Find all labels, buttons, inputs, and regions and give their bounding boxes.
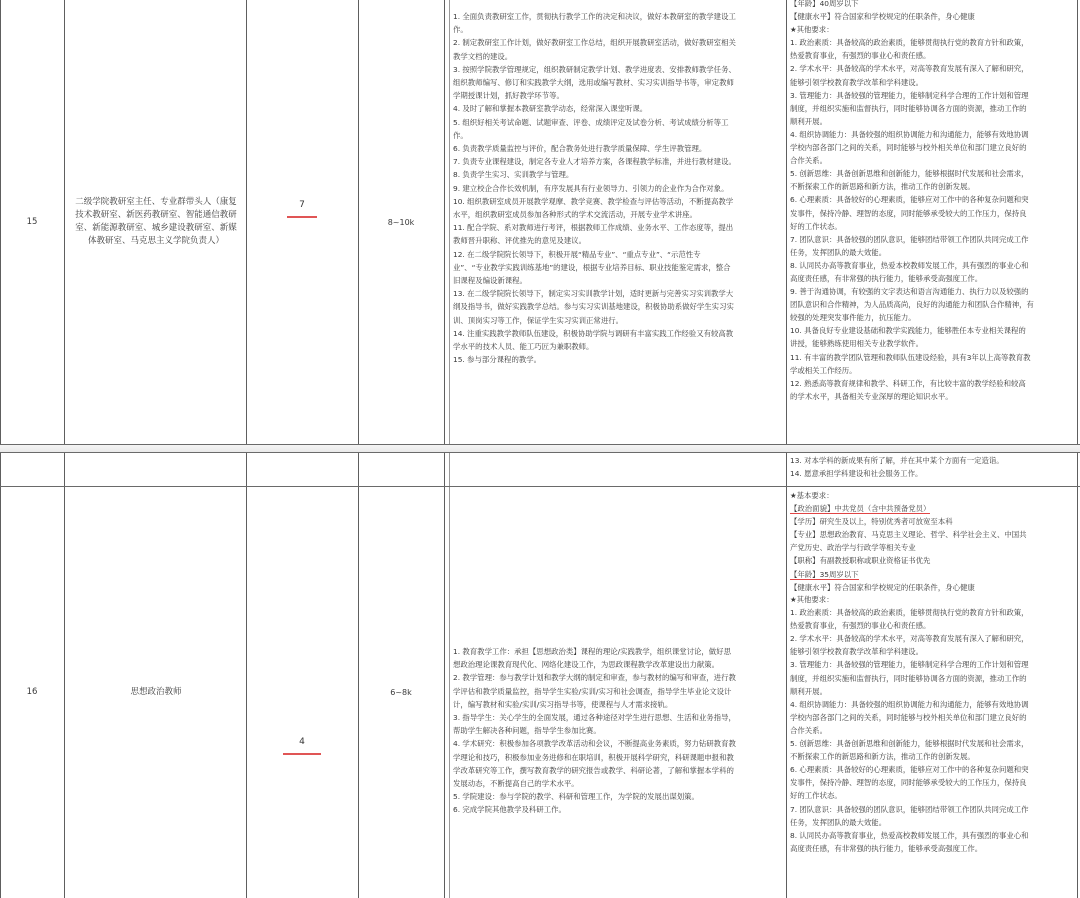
basic-header: ★基本要求： bbox=[790, 491, 834, 500]
duty-line: 7. 负责专业课程建设，制定各专业人才培养方案，各课程教学标准，并进行教材建设。 bbox=[453, 157, 736, 167]
duty-line: 1. 教育教学工作：承担【思想政治类】课程的理论/实践教学，组织课堂讨论，做好思 bbox=[453, 647, 731, 656]
duty-line: 计，编写教材和实验/实训/实习指导书等，使课程与人才需求接轨。 bbox=[453, 699, 673, 709]
age-requirement: 【年龄】35周岁以下 bbox=[790, 569, 859, 579]
row-border bbox=[0, 444, 1080, 445]
requirement-line: 10. 具备良好专业建设基础和教学实践能力，能够胜任本专业相关课程的 bbox=[790, 326, 1026, 336]
requirement-line: 6. 心理素质：具备较好的心理素质，能够应对工作中的各种复杂问题和突 bbox=[790, 765, 1029, 775]
major-requirement-cont: 产党历史、政治学与行政学等相关专业 bbox=[790, 543, 916, 553]
requirement-line: 不断探索工作的新思路和新方法，推动工作的创新发展。 bbox=[790, 182, 975, 192]
requirement-line: 发事件，保持冷静、理智的态度，同时能够承受较大的工作压力，保持良 bbox=[790, 208, 1027, 218]
basic-requirements bbox=[790, 489, 1027, 594]
duty-line: 作。 bbox=[453, 130, 468, 140]
salary: 6~8k bbox=[390, 687, 412, 697]
position-title: 思想政治教师 bbox=[130, 686, 182, 697]
duty-line: 4. 及时了解和掌握本教研室教学动态，经常深入课堂听课。 bbox=[453, 104, 648, 114]
requirement-line: 合作关系。 bbox=[790, 725, 827, 735]
requirement-line: 3. 管理能力：具备较强的管理能力，能够制定科学合理的工作计划和管理 bbox=[790, 90, 1029, 100]
row-border bbox=[0, 452, 1080, 453]
duty-line: 8. 负责学生实习、实训教学与管理。 bbox=[453, 170, 574, 180]
requirement-line: 14. 愿意承担学科建设和社会服务工作。 bbox=[790, 469, 923, 479]
requirements-list bbox=[790, 0, 1034, 403]
requirement-line: ★其他要求： bbox=[790, 25, 834, 35]
duty-line: 旧课程及编设新课程。 bbox=[453, 276, 527, 286]
requirement-line: 学校内部各部门之间的关系，同时能够与校外相关单位和部门建立良好的 bbox=[790, 143, 1027, 153]
requirement-line: 热爱教育事业，有强烈的事业心和责任感。 bbox=[790, 51, 931, 61]
row-number: 16 bbox=[26, 686, 38, 697]
requirement-line: 制度，并组织实施和监督执行，同时能够协调各方面的资源，推动工作的 bbox=[790, 673, 1027, 683]
headcount-cell bbox=[246, 200, 358, 218]
requirement-line: 学或相关工作经历。 bbox=[790, 365, 857, 375]
requirement-line: 7. 团队意识：具备较强的团队意识，能够团结带领工作团队共同完成工作 bbox=[790, 804, 1029, 814]
requirement-line: 9. 善于沟通协调，有较强的文字表达和语言沟通能力、执行力以及较强的 bbox=[790, 287, 1029, 297]
duties-list bbox=[453, 645, 736, 817]
requirement-line: 能够引领学校教育教学改革和学科建设。 bbox=[790, 647, 924, 657]
headcount: 7 bbox=[299, 200, 305, 210]
screenshot-seam bbox=[0, 444, 1080, 452]
duty-line: 学理论和技巧，积极参加业务进修和在职培训，积极开展科学研究，科研课题申报和教 bbox=[453, 752, 734, 762]
duty-line: 4. 学术研究：积极参加各项教学改革活动和会议，不断提高业务素质，努力钻研教育教 bbox=[453, 739, 736, 749]
requirement-line: 任务，发挥团队的最大效能。 bbox=[790, 817, 887, 827]
requirement-line: 3. 管理能力：具备较强的管理能力，能够制定科学合理的工作计划和管理 bbox=[790, 660, 1029, 670]
requirement-line: 较强的处理突发事件能力，抗压能力。 bbox=[790, 313, 916, 323]
requirement-line: 2. 学术水平：具备较高的学术水平，对高等教育发展有深入了解和研究， bbox=[790, 64, 1029, 74]
requirement-line: 1. 政治素质：具备较高的政治素质，能够贯彻执行党的教育方针和政策， bbox=[790, 608, 1029, 618]
red-underline bbox=[287, 216, 317, 218]
duty-line: 想政治理论课教育现代化、网络化建设工作，为思政课程教学改革建设出力献策。 bbox=[453, 660, 720, 670]
requirement-line: 讲授，能够熟练使用相关专业教学软件。 bbox=[790, 339, 924, 349]
duty-line: 3. 指导学生：关心学生的全面发展，通过各种途径对学生进行思想、生活和业务指导， bbox=[453, 713, 736, 723]
duty-line: 作。 bbox=[453, 25, 468, 35]
duty-line: 1. 全面负责教研室工作，贯彻执行教学工作的决定和决议，做好本教研室的教学建设工 bbox=[453, 12, 736, 21]
requirement-line: 能够引领学校教育教学改革和学科建设。 bbox=[790, 77, 924, 87]
requirement-line: 高度责任感，有非常强的执行能力，能够承受高强度工作。 bbox=[790, 843, 983, 853]
duty-line: 学期授课计划，抓好教学环节等。 bbox=[453, 91, 564, 101]
duty-line: 15. 参与部分课程的教学。 bbox=[453, 355, 542, 365]
requirement-line: 顺利开展。 bbox=[790, 686, 827, 696]
education-requirement: 【学历】研究生及以上，特别优秀者可放宽至本科 bbox=[790, 517, 953, 527]
title-requirement: 【职称】有副教授职称或职业资格证书优先 bbox=[790, 556, 931, 566]
duty-line: 2. 教学管理：参与教学计划和教学大纲的制定和审查，参与教材的编写和审查，进行教 bbox=[453, 673, 736, 683]
duty-line: 业”、“专业教学实践训练基地”的建设，根据专业培养目标、职业技能鉴定需求，整合 bbox=[453, 262, 731, 272]
red-underline bbox=[283, 753, 321, 755]
other-requirements bbox=[790, 593, 1029, 855]
headcount-cell bbox=[246, 737, 358, 755]
duty-line: 帮助学生解决各种问题，指导学生参加比赛。 bbox=[453, 726, 601, 736]
requirement-line: 12. 熟悉高等教育规律和教学、科研工作，有比较丰富的教学经验和较高 bbox=[790, 378, 1026, 388]
health-requirement: 【健康水平】符合国家和学校规定的任职条件，身心健康 bbox=[790, 582, 975, 592]
duty-line: 训、顶岗实习等工作，保证学生实习实训正常进行。 bbox=[453, 315, 623, 325]
duty-line: 9. 建立校企合作长效机制，有序发展具有行业领导力、引领力的企业作为合作对象。 bbox=[453, 183, 729, 193]
requirement-line: 7. 团队意识：具备较强的团队意识，能够团结带领工作团队共同完成工作 bbox=[790, 234, 1029, 244]
row-number: 15 bbox=[26, 216, 38, 227]
duty-line: 发展动态，不断提高自己的学术水平。 bbox=[453, 779, 579, 789]
requirement-line: 8. 认同民办高等教育事业，热爱高校教师发展工作，具有强烈的事业心和 bbox=[790, 830, 1029, 840]
duty-line: 12. 在二级学院院长领导下，积极开展“精品专业”、“重点专业”、“示范性专 bbox=[453, 249, 701, 259]
requirement-line: 13. 对本学科的新成果有所了解，并在其中某个方面有一定造诣。 bbox=[790, 456, 1004, 465]
requirement-line: 团队意识和合作精神，为人品质高尚，良好的沟通能力和团队合作精神，有 bbox=[790, 300, 1034, 310]
duty-line: 6. 负责教学质量监控与评价，配合教务处进行教学质量保障、学生评教管理。 bbox=[453, 144, 707, 154]
duty-line: 学评估和教学质量监控，指导学生实验/实训/实习和社会调查，指导学生毕业论文设计 bbox=[453, 686, 732, 696]
duty-line: 5. 学院建设：参与学院的教学、科研和管理工作，为学院的发展出谋划策。 bbox=[453, 792, 699, 802]
duty-line: 水平，组织教研室成员参加各种形式的学术交流活动，开展专业学术讲座。 bbox=[453, 210, 697, 220]
requirement-line: 【健康水平】符合国家和学校规定的任职条件，身心健康 bbox=[790, 12, 975, 22]
requirement-line: 8. 认同民办高等教育事业，热爱本校教师发展工作，具有强烈的事业心和 bbox=[790, 260, 1029, 270]
requirement-line: 热爱教育事业，有强烈的事业心和责任感。 bbox=[790, 621, 931, 631]
duty-line: 6. 完成学院其他教学及科研工作。 bbox=[453, 805, 566, 815]
duty-line: 纲及指导书，做好实践教学总结。参与实习实训基地建设，积极协助系做好学生实习实 bbox=[453, 302, 734, 312]
duty-line: 教师晋升职称、评优推先的意见及建议。 bbox=[453, 236, 587, 246]
requirement-line: 不断探索工作的新思路和新方法，推动工作的创新发展。 bbox=[790, 752, 975, 762]
duty-line: 学水平的技术人员、能工巧匠为兼职教师。 bbox=[453, 342, 594, 352]
requirement-line: 高度责任感，有非常强的执行能力，能够承受高强度工作。 bbox=[790, 273, 983, 283]
requirement-line: 合作关系。 bbox=[790, 156, 827, 166]
duty-line: 13. 在二级学院院长领导下，制定实习实训教学计划，适时更新与完善实习实训教学大 bbox=[453, 289, 734, 299]
requirement-line: 发事件，保持冷静、理智的态度，同时能够承受较大的工作压力，保持良 bbox=[790, 778, 1027, 788]
requirement-line: 4. 组织协调能力：具备较强的组织协调能力和沟通能力，能够有效地协调 bbox=[790, 699, 1029, 709]
salary: 8~10k bbox=[387, 217, 415, 227]
requirements-continued bbox=[790, 454, 1004, 480]
requirement-line: 5. 创新思维：具备创新思维和创新能力，能够根据时代发展和社会需求， bbox=[790, 739, 1029, 749]
requirement-line: 6. 心理素质：具备较好的心理素质，能够应对工作中的各种复杂问题和突 bbox=[790, 195, 1029, 205]
requirement-line: 顺利开展。 bbox=[790, 116, 827, 126]
requirement-line: 的学术水平，具备相关专业深厚的理论知识水平。 bbox=[790, 391, 953, 401]
headcount: 4 bbox=[299, 737, 305, 747]
politics-requirement: 【政治面貌】中共党员（含中共预备党员） bbox=[790, 504, 931, 514]
requirement-line: 2. 学术水平：具备较高的学术水平，对高等教育发展有深入了解和研究， bbox=[790, 634, 1029, 644]
major-requirement: 【专业】思想政治教育、马克思主义理论、哲学、科学社会主义、中国共 bbox=[790, 530, 1027, 540]
requirement-line: ★其他要求： bbox=[790, 595, 834, 604]
requirement-line: 4. 组织协调能力：具备较强的组织协调能力和沟通能力，能够有效地协调 bbox=[790, 129, 1029, 139]
position-title: 二级学院教研室主任、专业群带头人（康复技术教研室、新医药教研室、智能通信教研室、新能源教研室、城乡建设教研室、新媒体教研室、马克思主义学院负责人） bbox=[75, 197, 237, 246]
duties-list bbox=[453, 10, 736, 366]
duty-line: 3. 按照学院教学管理规定，组织教研制定教学计划、教学进度表、安排教师教学任务、 bbox=[453, 64, 736, 74]
requirement-line: 任务，发挥团队的最大效能。 bbox=[790, 247, 887, 257]
duty-line: 11. 配合学院、系对教师进行考评，根据教师工作成绩、业务水平、工作态度等，提出 bbox=[453, 223, 734, 233]
duty-line: 学改革研究等工作，撰写教育教学的研究报告或教学、科研论著，了解和掌握本学科的 bbox=[453, 765, 734, 775]
duty-line: 14. 注重实践教学教师队伍建设，积极协助学院与调研有丰富实践工作经验又有较高教 bbox=[453, 328, 734, 338]
requirement-line: 1. 政治素质：具备较高的政治素质，能够贯彻执行党的教育方针和政策， bbox=[790, 38, 1029, 48]
requirement-line: 学校内部各部门之间的关系，同时能够与校外相关单位和部门建立良好的 bbox=[790, 712, 1027, 722]
duty-line: 组织教师编写、修订和实践教学大纲，选用或编写教材、实习实训指导书等，审定教师 bbox=[453, 78, 734, 88]
requirement-line: 制度，并组织实施和监督执行，同时能够协调各方面的资源，推动工作的 bbox=[790, 103, 1027, 113]
requirement-line: 好的工作状态。 bbox=[790, 791, 842, 801]
requirement-line: 【年龄】40周岁以下 bbox=[790, 0, 859, 8]
requirement-line: 5. 创新思维：具备创新思维和创新能力，能够根据时代发展和社会需求， bbox=[790, 169, 1029, 179]
requirement-line: 好的工作状态。 bbox=[790, 221, 842, 231]
duty-line: 教学文档的建设。 bbox=[453, 51, 513, 61]
duty-line: 2. 制定教研室工作计划，做好教研室工作总结，组织开展教研室活动，做好教研室相关 bbox=[453, 38, 736, 48]
duty-line: 5. 组织好相关考试命题、试题审查、评卷、成绩评定及试卷分析、考试成绩分析等工 bbox=[453, 117, 729, 127]
duty-line: 10. 组织教研室成员开展教学观摩、教学竞赛、教学检查与评估等活动，不断提高教学 bbox=[453, 196, 734, 206]
requirement-line: 11. 有丰富的教学团队管理和教师队伍建设经验，具有3年以上高等教育教 bbox=[790, 352, 1031, 362]
